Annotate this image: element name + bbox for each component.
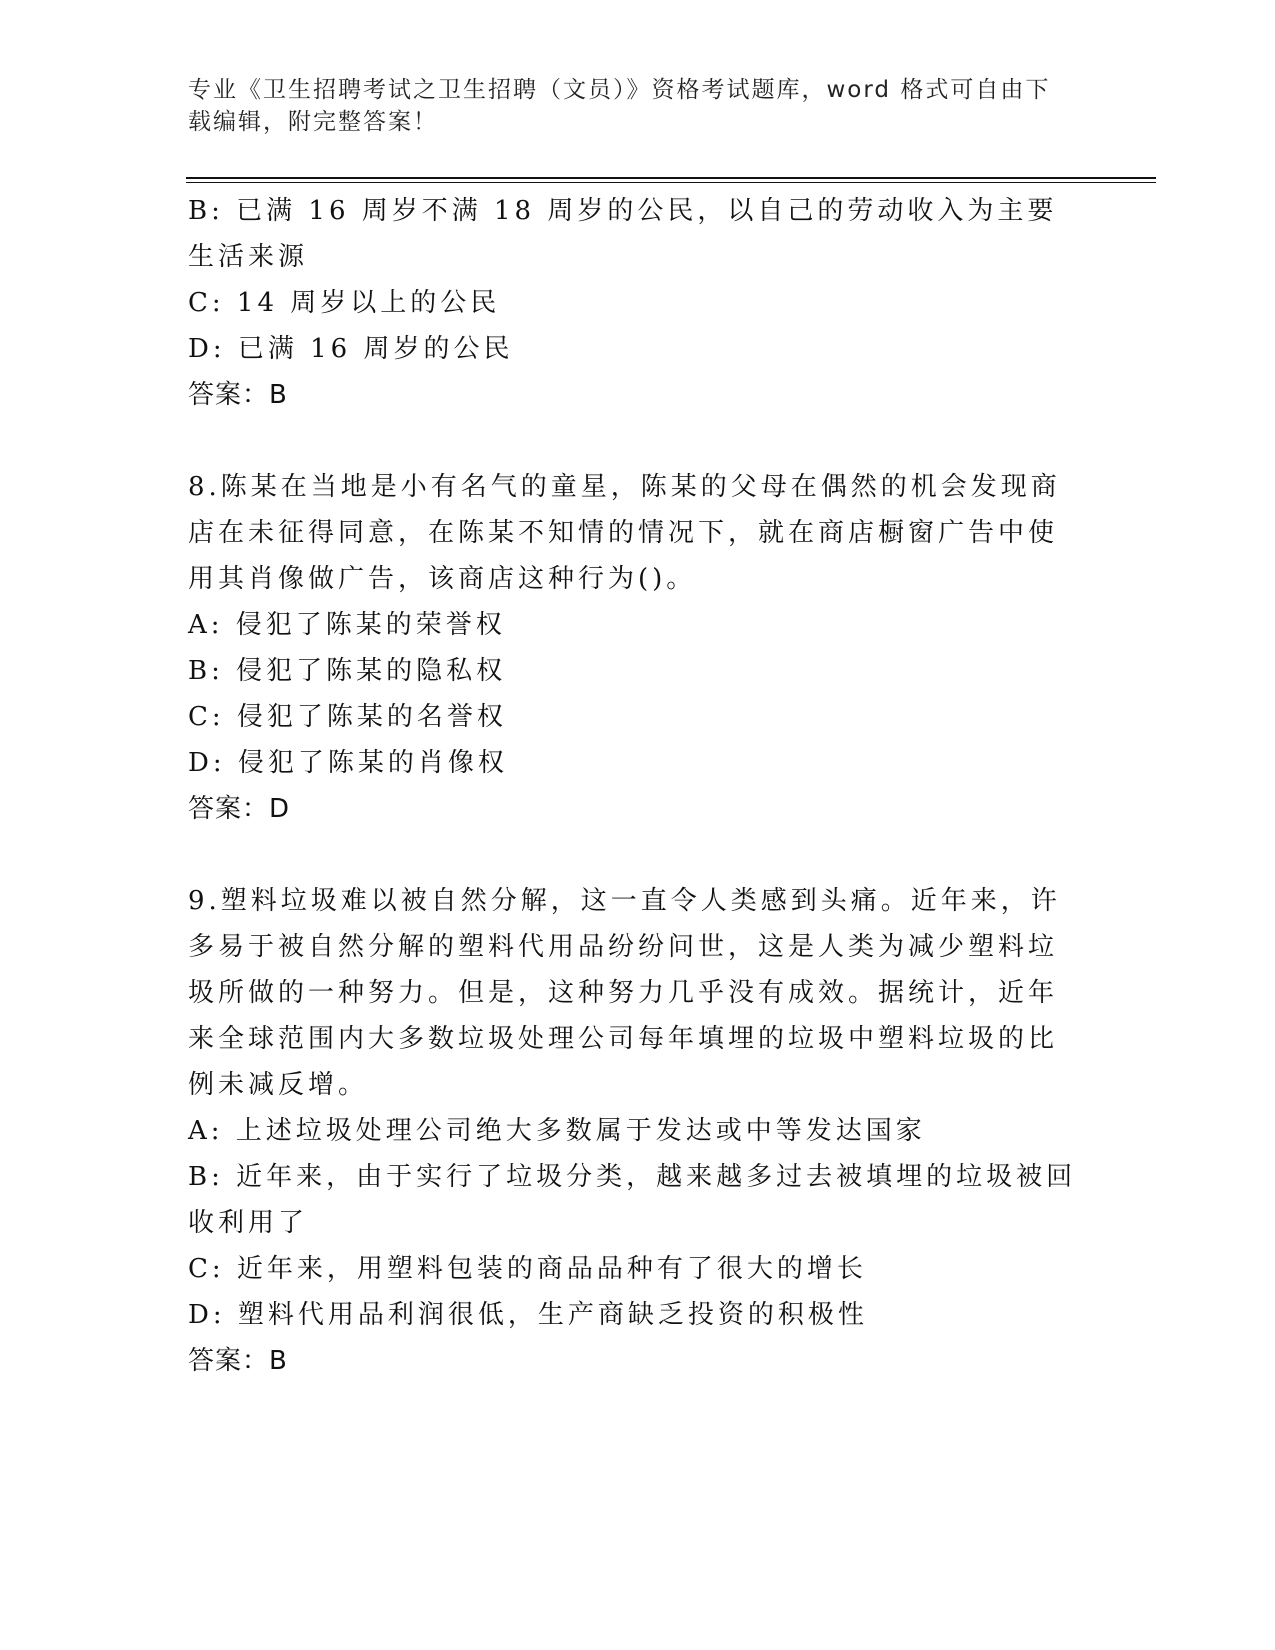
question-content bbox=[188, 188, 1078, 1384]
spacer bbox=[188, 832, 1078, 878]
option-b: B: 已满 16 周岁不满 18 周岁的公民，以自己的劳动收入为主要生活来源 bbox=[188, 196, 1058, 272]
document-header: 专业《卫生招聘考试之卫生招聘（文员）》资格考试题库，word 格式可自由下载编辑，附完整答案！ bbox=[188, 77, 1051, 135]
option-d: D: 已满 16 周岁的公民 bbox=[188, 334, 514, 364]
answer-line: 答案：B bbox=[188, 380, 288, 410]
question-text: 8.陈某在当地是小有名气的童星，陈某的父母在偶然的机会发现商店在未征得同意，在陈某不知情的情况下，就在商店橱窗广告中使用其肖像做广告，该商店这种行为()。 bbox=[188, 472, 1061, 594]
header-divider-thin bbox=[186, 182, 1156, 183]
header-divider-thick bbox=[186, 177, 1156, 179]
spacer bbox=[188, 418, 1078, 464]
option-c: C: 侵犯了陈某的名誉权 bbox=[188, 702, 507, 732]
question-8 bbox=[188, 464, 1078, 832]
answer-line: 答案：D bbox=[188, 794, 291, 824]
option-b: B: 侵犯了陈某的隐私权 bbox=[188, 656, 507, 686]
answer-line: 答案：B bbox=[188, 1346, 288, 1376]
question-9 bbox=[188, 878, 1078, 1384]
option-c: C: 近年来，用塑料包装的商品品种有了很大的增长 bbox=[188, 1254, 867, 1284]
question-text: 9.塑料垃圾难以被自然分解，这一直令人类感到头痛。近年来，许多易于被自然分解的塑料代用品纷纷问世，这是人类为减少塑料垃圾所做的一种努力。但是，这种努力几乎没有成效。据统计，近年来全球范围内大多数垃圾处理公司每年填埋的垃圾中塑料垃圾的比例未减反增。 bbox=[188, 886, 1061, 1100]
option-d: D: 塑料代用品利润很低，生产商缺乏投资的积极性 bbox=[188, 1300, 868, 1330]
question-7-tail bbox=[188, 188, 1078, 418]
option-d: D: 侵犯了陈某的肖像权 bbox=[188, 748, 508, 778]
option-a: A: 上述垃圾处理公司绝大多数属于发达或中等发达国家 bbox=[188, 1116, 926, 1146]
option-a: A: 侵犯了陈某的荣誉权 bbox=[188, 610, 506, 640]
option-b: B: 近年来，由于实行了垃圾分类，越来越多过去被填埋的垃圾被回收利用了 bbox=[188, 1162, 1077, 1238]
option-c: C: 14 周岁以上的公民 bbox=[188, 288, 501, 318]
